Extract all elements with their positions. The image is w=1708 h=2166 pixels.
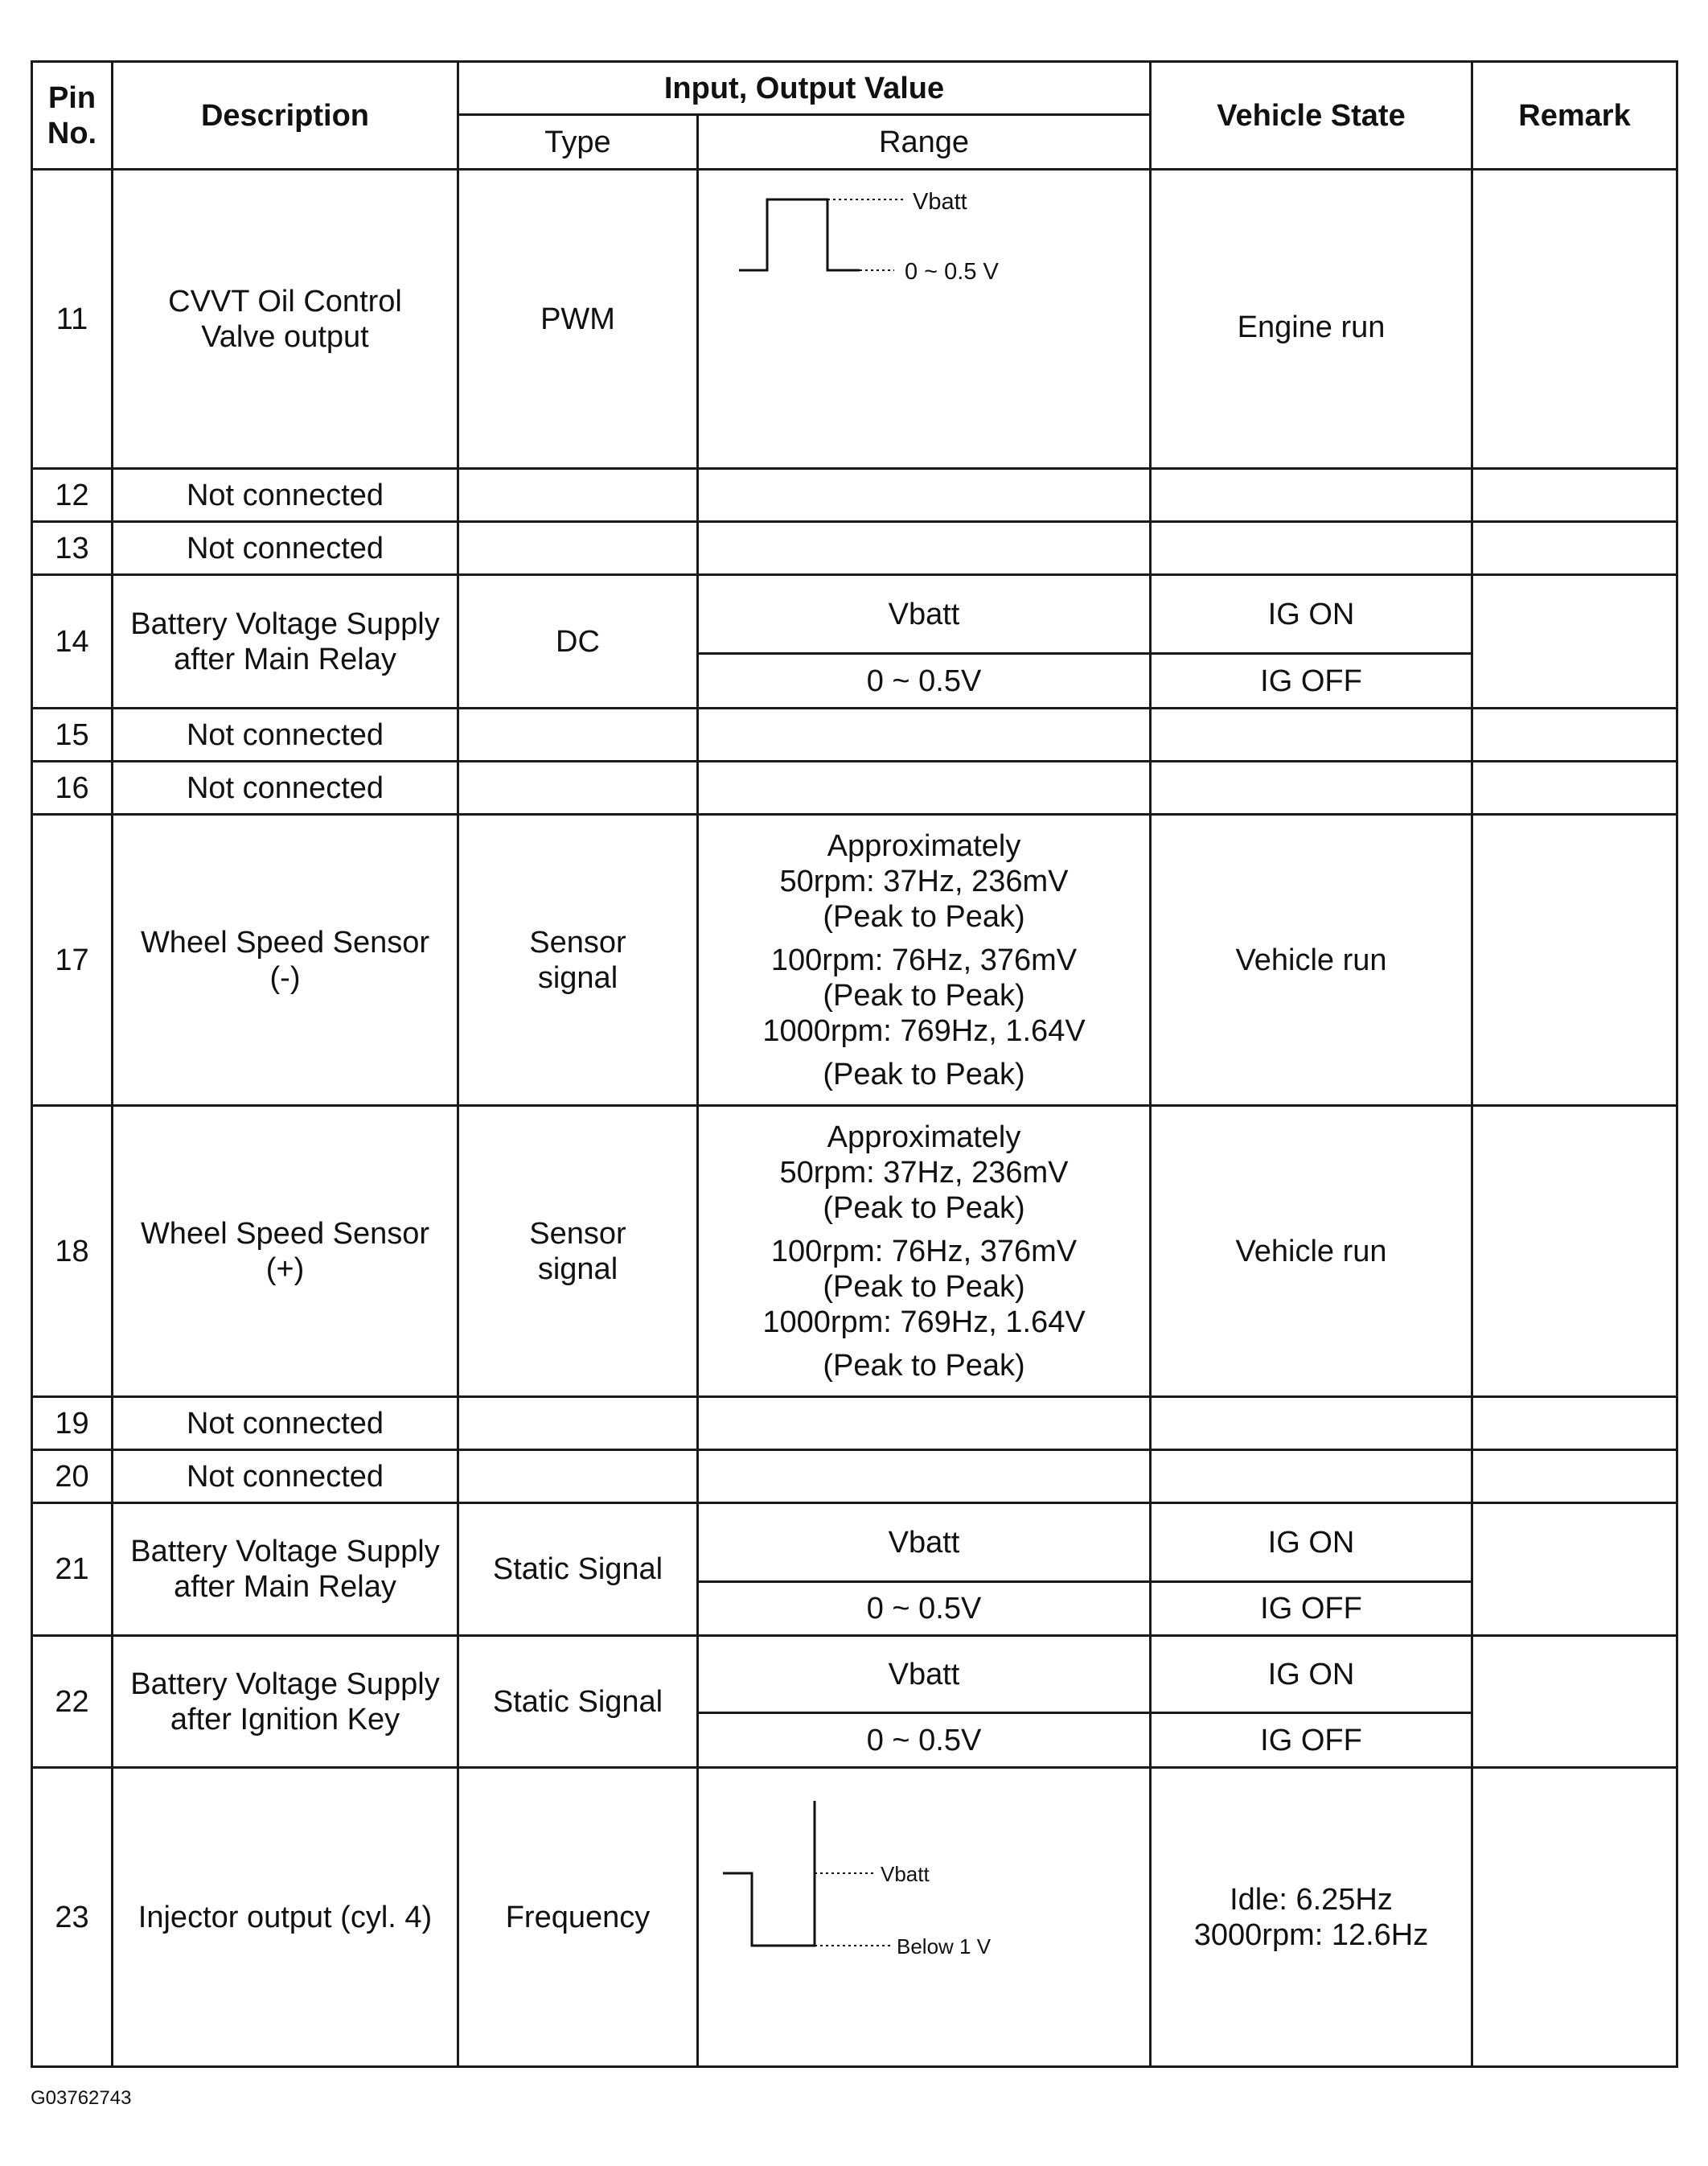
type-cell: Sensor signal [458, 815, 698, 1106]
header-pin: Pin No. [32, 62, 113, 170]
range-cell: Vbatt [698, 1503, 1151, 1582]
pin-cell: 12 [32, 469, 113, 522]
remark-cell [1472, 815, 1677, 1106]
vehicle-state-cell: Vehicle run [1151, 1106, 1472, 1397]
range-cell [698, 1106, 1151, 1397]
wave-low-label: Below 1 V [897, 1934, 992, 1958]
pin-cell: 23 [32, 1768, 113, 2067]
pin-cell: 16 [32, 762, 113, 815]
table-row [32, 170, 1677, 469]
description-cell: Not connected [113, 1397, 458, 1450]
table-row [32, 709, 1677, 762]
type-cell: Static Signal [458, 1636, 698, 1768]
range-cell [698, 1768, 1151, 2067]
description-cell: Wheel Speed Sensor (-) [113, 815, 458, 1106]
wave-high-label: Vbatt [881, 1861, 930, 1886]
injector-waveform [707, 1785, 1141, 2050]
pin-cell: 13 [32, 522, 113, 575]
description-cell: Not connected [113, 709, 458, 762]
pin-cell: 14 [32, 575, 113, 709]
range-line: Approximately [827, 828, 1021, 863]
range-line: 100rpm: 76Hz, 376mV [770, 943, 1078, 977]
header-vehicle-state: Vehicle State [1151, 62, 1472, 170]
description-cell: Not connected [113, 469, 458, 522]
range-cell: 0 ~ 0.5V [698, 654, 1151, 709]
remark-cell [1472, 575, 1677, 709]
table-row [32, 522, 1677, 575]
range-line: 50rpm: 37Hz, 236mV [779, 864, 1069, 898]
range-cell: Vbatt [698, 575, 1151, 654]
type-cell: DC [458, 575, 698, 709]
pin-cell: 17 [32, 815, 113, 1106]
type-cell: Static Signal [458, 1503, 698, 1636]
description-cell: CVVT Oil Control Valve output [113, 170, 458, 469]
range-cell: Vbatt [698, 1636, 1151, 1713]
description-cell: Injector output (cyl. 4) [113, 1768, 458, 2067]
table-row [32, 1768, 1677, 2067]
table-row [32, 815, 1677, 1106]
type-cell: Frequency [458, 1768, 698, 2067]
description-cell: Battery Voltage Supply after Main Relay [113, 1503, 458, 1636]
pin-table [31, 60, 1678, 2068]
remark-cell [1472, 1768, 1677, 2067]
remark-cell [1472, 1503, 1677, 1636]
wave-high-label: Vbatt [913, 189, 967, 215]
table-row [32, 575, 1677, 654]
range-line: (Peak to Peak) [823, 899, 1025, 934]
vehicle-state-cell: IG ON [1151, 575, 1472, 654]
vehicle-state-cell: Idle: 6.25Hz 3000rpm: 12.6Hz [1151, 1768, 1472, 2067]
description-cell: Not connected [113, 762, 458, 815]
range-line: (Peak to Peak) [823, 1269, 1025, 1304]
remark-cell [1472, 170, 1677, 469]
table-row [32, 1397, 1677, 1450]
range-cell: 0 ~ 0.5V [698, 1713, 1151, 1768]
table-row [32, 1636, 1677, 1713]
header-row-1 [32, 62, 1677, 115]
range-line: (Peak to Peak) [823, 1348, 1025, 1383]
remark-cell [1472, 1636, 1677, 1768]
vehicle-state-cell: IG ON [1151, 1636, 1472, 1713]
figure-id-caption: G03762743 [31, 2087, 132, 2109]
description-cell: Battery Voltage Supply after Main Relay [113, 575, 458, 709]
vehicle-state-cell: IG ON [1151, 1503, 1472, 1582]
remark-cell [1472, 1106, 1677, 1397]
table-row [32, 1106, 1677, 1397]
header-type: Type [458, 115, 698, 170]
vehicle-state-cell: Engine run [1151, 170, 1472, 469]
range-line: 50rpm: 37Hz, 236mV [779, 1155, 1069, 1190]
range-line: 1000rpm: 769Hz, 1.64V [762, 1013, 1086, 1048]
pin-cell: 18 [32, 1106, 113, 1397]
pin-cell: 15 [32, 709, 113, 762]
header-remark: Remark [1472, 62, 1677, 170]
header-io-group: Input, Output Value [458, 62, 1151, 115]
description-cell: Battery Voltage Supply after Ignition Key [113, 1636, 458, 1768]
type-cell: Sensor signal [458, 1106, 698, 1397]
description-cell: Wheel Speed Sensor (+) [113, 1106, 458, 1397]
range-line: 1000rpm: 769Hz, 1.64V [762, 1305, 1086, 1339]
pin-cell: 11 [32, 170, 113, 469]
table-row [32, 1450, 1677, 1503]
range-line: 100rpm: 76Hz, 376mV [770, 1234, 1078, 1268]
header-range: Range [698, 115, 1151, 170]
description-cell: Not connected [113, 522, 458, 575]
range-line: (Peak to Peak) [823, 978, 1025, 1013]
vehicle-state-cell: Vehicle run [1151, 815, 1472, 1106]
vehicle-state-cell: IG OFF [1151, 654, 1472, 709]
table-row [32, 762, 1677, 815]
wave-low-label: 0 ~ 0.5 V [905, 259, 999, 285]
pwm-waveform [707, 188, 1141, 293]
range-cell [698, 170, 1151, 469]
vehicle-state-cell: IG OFF [1151, 1582, 1472, 1636]
pin-cell: 19 [32, 1397, 113, 1450]
pin-cell: 20 [32, 1450, 113, 1503]
pin-cell: 22 [32, 1636, 113, 1768]
description-cell: Not connected [113, 1450, 458, 1503]
range-cell [698, 815, 1151, 1106]
range-line: (Peak to Peak) [823, 1190, 1025, 1225]
range-line: (Peak to Peak) [823, 1057, 1025, 1091]
header-description: Description [113, 62, 458, 170]
range-line: Approximately [827, 1120, 1021, 1154]
table-row [32, 1503, 1677, 1582]
type-cell: PWM [458, 170, 698, 469]
range-cell: 0 ~ 0.5V [698, 1582, 1151, 1636]
pin-cell: 21 [32, 1503, 113, 1636]
vehicle-state-cell: IG OFF [1151, 1713, 1472, 1768]
table-row [32, 469, 1677, 522]
